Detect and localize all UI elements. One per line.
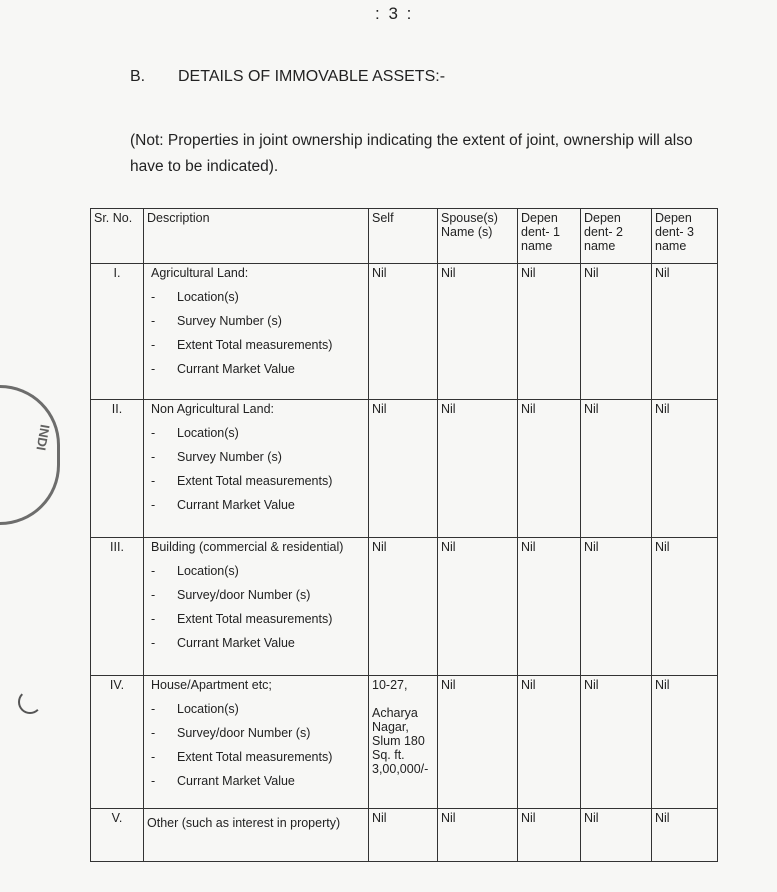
dash-bullet: -	[151, 426, 156, 440]
dash-bullet: -	[151, 314, 156, 328]
self-cell	[369, 400, 438, 538]
item-label: Currant Market Value	[177, 362, 295, 376]
sr-cell: V.	[91, 809, 144, 862]
item-label: Location(s)	[177, 290, 239, 304]
self-value: Nil	[372, 266, 387, 280]
description-cell	[144, 538, 369, 676]
item-label: Currant Market Value	[177, 774, 295, 788]
dependent-3-cell: Nil	[652, 809, 718, 862]
table-header-row	[91, 209, 718, 264]
list-item	[147, 362, 365, 376]
dash-bullet: -	[151, 612, 156, 626]
header-spouse: Spouse(s) Name (s)	[438, 209, 518, 264]
row-title: Agricultural Land:	[151, 266, 249, 280]
row-title: Non Agricultural Land:	[151, 402, 274, 416]
scan-mark	[18, 690, 42, 714]
row-items	[147, 426, 365, 512]
item-label: Extent Total measurements)	[177, 612, 333, 626]
row-items	[147, 290, 365, 376]
dependent-1-cell: Nil	[518, 400, 581, 538]
section-title: DETAILS OF IMMOVABLE ASSETS:-	[178, 68, 446, 85]
dependent-2-cell: Nil	[581, 538, 652, 676]
page-number: : 3 :	[375, 4, 414, 23]
list-item	[147, 426, 365, 440]
spouse-cell: Nil	[438, 538, 518, 676]
header-description: Description	[144, 209, 369, 264]
immovable-assets-table	[90, 208, 718, 862]
header-dependent-3: Depen dent- 3 name	[652, 209, 718, 264]
dash-bullet: -	[151, 726, 156, 740]
list-item	[147, 498, 365, 512]
seal-stamp	[0, 385, 60, 525]
header-dependent-2: Depen dent- 2 name	[581, 209, 652, 264]
list-item	[147, 338, 365, 352]
dependent-1-cell: Nil	[518, 809, 581, 862]
dash-bullet: -	[151, 338, 156, 352]
dependent-2-cell: Nil	[581, 264, 652, 400]
row-title: House/Apartment etc;	[151, 678, 272, 692]
list-item	[147, 726, 365, 740]
self-cell	[369, 809, 438, 862]
dependent-2-cell: Nil	[581, 400, 652, 538]
item-label: Survey Number (s)	[177, 450, 282, 464]
table-row	[91, 264, 718, 400]
item-label: Currant Market Value	[177, 498, 295, 512]
item-label: Survey/door Number (s)	[177, 726, 311, 740]
sr-cell: IV.	[91, 676, 144, 809]
spouse-cell: Nil	[438, 264, 518, 400]
sr-cell: III.	[91, 538, 144, 676]
list-item	[147, 612, 365, 626]
sr-cell: I.	[91, 264, 144, 400]
self-cell	[369, 538, 438, 676]
section-letter: B.	[130, 68, 146, 85]
item-label: Extent Total measurements)	[177, 750, 333, 764]
dependent-3-cell: Nil	[652, 676, 718, 809]
dependent-1-cell: Nil	[518, 676, 581, 809]
dash-bullet: -	[151, 564, 156, 578]
description-cell	[144, 264, 369, 400]
description-cell	[144, 400, 369, 538]
list-item	[147, 702, 365, 716]
list-item	[147, 588, 365, 602]
spouse-cell: Nil	[438, 676, 518, 809]
dash-bullet: -	[151, 362, 156, 376]
note: (Not: Properties in joint ownership indicating the extent of joint, ownership will also have to be indicated).	[130, 132, 693, 175]
dependent-3-cell: Nil	[652, 538, 718, 676]
item-label: Location(s)	[177, 702, 239, 716]
list-item	[147, 450, 365, 464]
list-item	[147, 314, 365, 328]
dependent-2-cell: Nil	[581, 809, 652, 862]
header-sr: Sr. No.	[91, 209, 144, 264]
item-label: Location(s)	[177, 426, 239, 440]
item-label: Extent Total measurements)	[177, 474, 333, 488]
dependent-3-cell: Nil	[652, 264, 718, 400]
description-cell	[144, 676, 369, 809]
dash-bullet: -	[151, 474, 156, 488]
dash-bullet: -	[151, 636, 156, 650]
item-label: Location(s)	[177, 564, 239, 578]
dash-bullet: -	[151, 450, 156, 464]
header-dependent-1: Depen dent- 1 name	[518, 209, 581, 264]
table-row	[91, 538, 718, 676]
row-title: Building (commercial & residential)	[151, 540, 344, 554]
dash-bullet: -	[151, 750, 156, 764]
table-row	[91, 400, 718, 538]
list-item	[147, 290, 365, 304]
item-label: Survey Number (s)	[177, 314, 282, 328]
dash-bullet: -	[151, 774, 156, 788]
spouse-cell: Nil	[438, 809, 518, 862]
dependent-1-cell: Nil	[518, 538, 581, 676]
header-self: Self	[369, 209, 438, 264]
list-item	[147, 750, 365, 764]
self-detail: Acharya Nagar, Slum 180 Sq. ft. 3,00,000/-	[372, 706, 429, 776]
dash-bullet: -	[151, 702, 156, 716]
list-item	[147, 564, 365, 578]
table-row	[91, 809, 718, 862]
item-label: Survey/door Number (s)	[177, 588, 311, 602]
list-item	[147, 774, 365, 788]
list-item	[147, 636, 365, 650]
row-items	[147, 564, 365, 650]
dependent-2-cell: Nil	[581, 676, 652, 809]
description-cell	[144, 809, 369, 862]
dash-bullet: -	[151, 290, 156, 304]
self-value: Nil	[372, 811, 387, 825]
dependent-1-cell: Nil	[518, 264, 581, 400]
dash-bullet: -	[151, 588, 156, 602]
item-label: Extent Total measurements)	[177, 338, 333, 352]
self-value: 10-27,	[372, 678, 408, 692]
sr-cell: II.	[91, 400, 144, 538]
self-value: Nil	[372, 540, 387, 554]
self-cell	[369, 676, 438, 809]
dash-bullet: -	[151, 498, 156, 512]
self-cell	[369, 264, 438, 400]
list-item	[147, 474, 365, 488]
self-value: Nil	[372, 402, 387, 416]
table-row	[91, 676, 718, 809]
item-label: Currant Market Value	[177, 636, 295, 650]
spouse-cell: Nil	[438, 400, 518, 538]
seal-stamp-text: INDI	[33, 423, 53, 452]
row-items	[147, 702, 365, 788]
row-title: Other (such as interest in property)	[147, 816, 341, 830]
dependent-3-cell: Nil	[652, 400, 718, 538]
